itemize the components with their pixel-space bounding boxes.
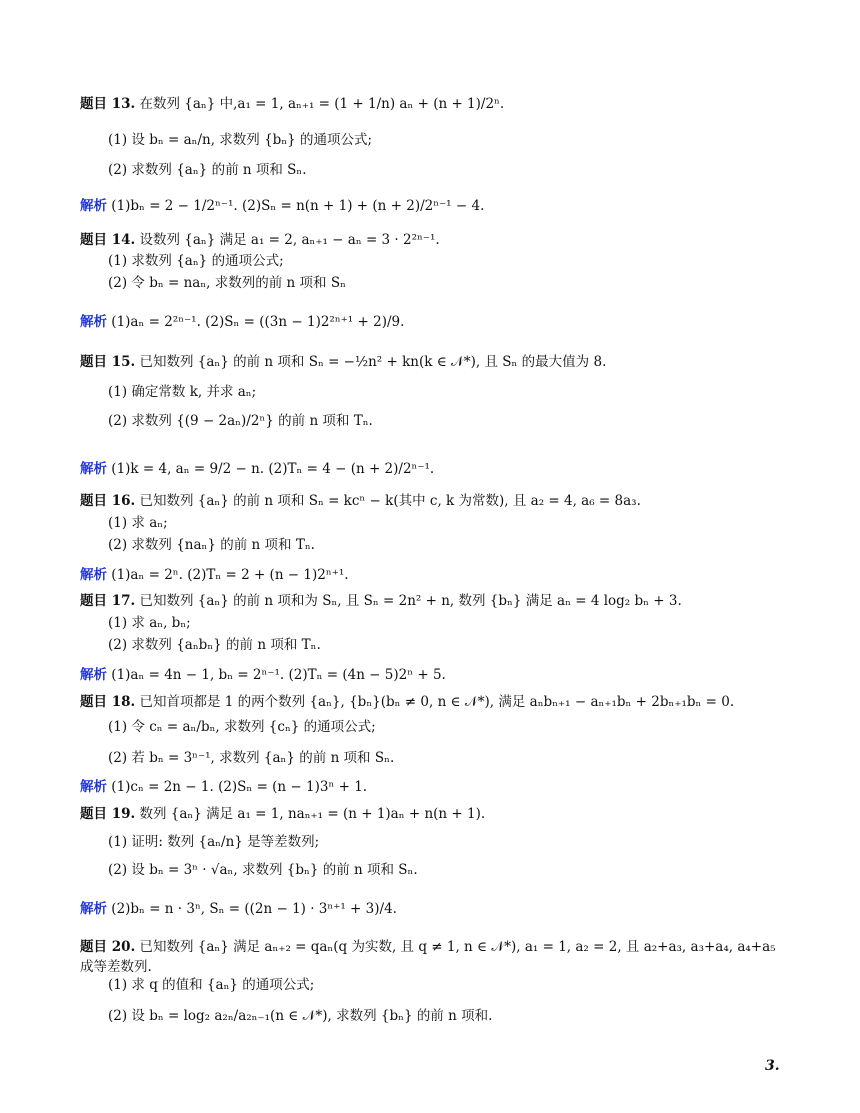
solution-label: 解析 xyxy=(80,314,107,330)
problem-15-solution: 解析 (1)k = 4, aₙ = 9/2 − n. (2)Tₙ = 4 − (n + 2)/2ⁿ⁻¹. xyxy=(80,461,435,477)
problem-label: 题目 19. xyxy=(80,806,136,822)
problem-20-stem: 题目 20. 已知数列 {aₙ} 满足 aₙ₊₂ = qaₙ(q 为实数, 且 q ≠ 1, n ∈ 𝒩*), a₁ = 1, a₂ = 2, 且 a₂+a₃, a₃+a₄, a₄+a₅ xyxy=(80,939,776,955)
problem-label: 题目 16. xyxy=(80,493,136,509)
problem-20-stem-continued: 成等差数列. xyxy=(80,959,152,975)
solution-label: 解析 xyxy=(80,198,107,214)
solution-label: 解析 xyxy=(80,667,107,683)
problem-18-part-1: (1) 令 cₙ = aₙ/bₙ, 求数列 {cₙ} 的通项公式; xyxy=(108,719,376,735)
problem-18-part-2: (2) 若 bₙ = 3ⁿ⁻¹, 求数列 {aₙ} 的前 n 项和 Sₙ. xyxy=(108,750,395,766)
problem-16-part-1: (1) 求 aₙ; xyxy=(108,515,168,531)
problem-14-solution: 解析 (1)aₙ = 2²ⁿ⁻¹. (2)Sₙ = ((3n − 1)2²ⁿ⁺¹ + 2)/9. xyxy=(80,314,405,330)
problem-19-part-1: (1) 证明: 数列 {aₙ/n} 是等差数列; xyxy=(108,834,320,850)
problem-13-part-1: (1) 设 bₙ = aₙ/n, 求数列 {bₙ} 的通项公式; xyxy=(108,132,373,148)
problem-13-part-2: (2) 求数列 {aₙ} 的前 n 项和 Sₙ. xyxy=(108,162,307,178)
problem-13-solution: 解析 (1)bₙ = 2 − 1/2ⁿ⁻¹. (2)Sₙ = n(n + 1) + (n + 2)/2ⁿ⁻¹ − 4. xyxy=(80,198,485,214)
problem-18-stem: 题目 18. 已知首项都是 1 的两个数列 {aₙ}, {bₙ}(bₙ ≠ 0, n ∈ 𝒩*), 满足 aₙbₙ₊₁ − aₙ₊₁bₙ + 2bₙ₊₁bₙ = 0. xyxy=(80,694,735,710)
solution-label: 解析 xyxy=(80,779,107,795)
solution-label: 解析 xyxy=(80,567,107,583)
problem-label: 题目 14. xyxy=(80,232,136,248)
problem-17-part-1: (1) 求 aₙ, bₙ; xyxy=(108,615,191,631)
problem-17-part-2: (2) 求数列 {aₙbₙ} 的前 n 项和 Tₙ. xyxy=(108,637,321,653)
problem-14-part-1: (1) 求数列 {aₙ} 的通项公式; xyxy=(108,253,284,269)
problem-19-part-2: (2) 设 bₙ = 3ⁿ · √aₙ, 求数列 {bₙ} 的前 n 项和 Sₙ. xyxy=(108,862,418,878)
problem-15-stem: 题目 15. 已知数列 {aₙ} 的前 n 项和 Sₙ = −½n² + kn(k ∈ 𝒩*), 且 Sₙ 的最大值为 8. xyxy=(80,354,607,370)
problem-19-solution: 解析 (2)bₙ = n · 3ⁿ, Sₙ = ((2n − 1) · 3ⁿ⁺¹ + 3)/4. xyxy=(80,901,397,917)
problem-15-part-2: (2) 求数列 {(9 − 2aₙ)/2ⁿ} 的前 n 项和 Tₙ. xyxy=(108,413,373,429)
problem-19-stem: 题目 19. 数列 {aₙ} 满足 a₁ = 1, naₙ₊₁ = (n + 1)aₙ + n(n + 1). xyxy=(80,806,486,822)
problem-14-stem: 题目 14. 设数列 {aₙ} 满足 a₁ = 2, aₙ₊₁ − aₙ = 3 · 2²ⁿ⁻¹. xyxy=(80,232,440,248)
problem-16-solution: 解析 (1)aₙ = 2ⁿ. (2)Tₙ = 2 + (n − 1)2ⁿ⁺¹. xyxy=(80,567,349,583)
problem-18-solution: 解析 (1)cₙ = 2n − 1. (2)Sₙ = (n − 1)3ⁿ + 1. xyxy=(80,779,368,795)
problem-20-part-1: (1) 求 q 的值和 {aₙ} 的通项公式; xyxy=(108,977,315,993)
solution-label: 解析 xyxy=(80,901,107,917)
problem-17-solution: 解析 (1)aₙ = 4n − 1, bₙ = 2ⁿ⁻¹. (2)Tₙ = (4n − 5)2ⁿ + 5. xyxy=(80,667,446,683)
problem-label: 题目 17. xyxy=(80,593,136,609)
problem-16-part-2: (2) 求数列 {naₙ} 的前 n 项和 Tₙ. xyxy=(108,537,315,553)
problem-label: 题目 18. xyxy=(80,694,136,710)
problem-label: 题目 15. xyxy=(80,354,136,370)
problem-20-part-2: (2) 设 bₙ = log₂ a₂ₙ/a₂ₙ₋₁(n ∈ 𝒩*), 求数列 {bₙ} 的前 n 项和. xyxy=(108,1008,493,1024)
problem-label: 题目 13. xyxy=(80,96,136,112)
problem-13-stem: 题目 13. 在数列 {aₙ} 中,a₁ = 1, aₙ₊₁ = (1 + 1/n) aₙ + (n + 1)/2ⁿ. xyxy=(80,96,505,112)
problem-16-stem: 题目 16. 已知数列 {aₙ} 的前 n 项和 Sₙ = kcⁿ − k(其中 c, k 为常数), 且 a₂ = 4, a₆ = 8a₃. xyxy=(80,493,641,509)
solution-label: 解析 xyxy=(80,461,107,477)
problem-14-part-2: (2) 令 bₙ = naₙ, 求数列的前 n 项和 Sₙ xyxy=(108,275,346,291)
problem-15-part-1: (1) 确定常数 k, 并求 aₙ; xyxy=(108,384,257,400)
problem-label: 题目 20. xyxy=(80,939,136,955)
page-number: 3. xyxy=(765,1058,780,1074)
problem-17-stem: 题目 17. 已知数列 {aₙ} 的前 n 项和为 Sₙ, 且 Sₙ = 2n² + n, 数列 {bₙ} 满足 aₙ = 4 log₂ bₙ + 3. xyxy=(80,593,682,609)
